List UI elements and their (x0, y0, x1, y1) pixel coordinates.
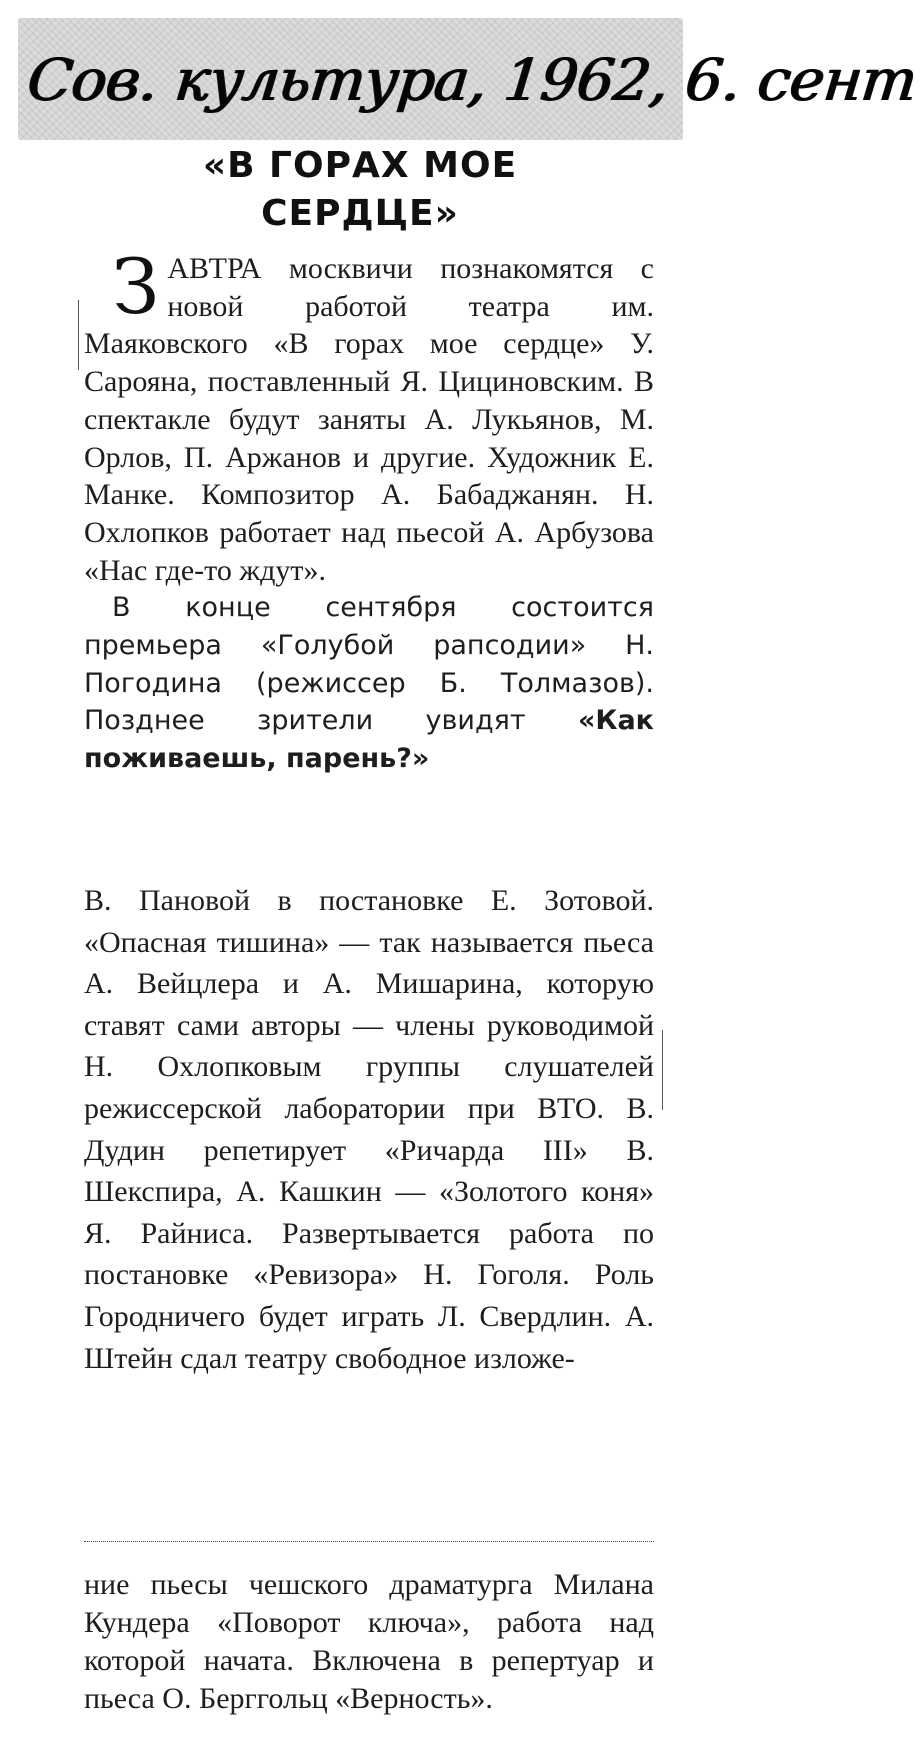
paragraph-1-text: АВТРА москвичи познакомятся с новой работой театра им. Маяковского «В горах мое сердце» У. Сарояна, поставленный Я. Цициновским. В спектакле будут заняты А. Лукьянов, М. Орлов, П. Аржанов и другие. Художник Е. Манке. Композитор А. Бабаджанян. Н. Охлопков работает над пьесой А. Арбузова «Нас где-то ждут». (84, 252, 654, 587)
headline-line-1: «В ГОРАХ МОЕ (202, 145, 518, 186)
paragraph-2-bold-title: «Как поживаешь, парень?» (84, 705, 654, 775)
drop-cap: З (112, 242, 160, 331)
margin-line-right (662, 1030, 663, 1110)
article-column-bottom (84, 1566, 654, 1718)
paragraph-3: В. Пановой в постановке Е. Зотовой. «Опасная тишина» — так называется пьеса А. Вейцлера и А. Мишарина, которую ставят сами авторы — члены руководимой Н. Охлопковым группы слушателей режиссерской лаборатории при ВТО. В. Дудин репетирует «Ричарда III» В. Шекспира, А. Кашкин — «Золотого коня» Я. Райниса. Развертывается работа по постановке «Ревизора» Н. Гоголя. Роль Городничего будет играть Л. Свердлин. А. Штейн сдал театру свободное изложе- (84, 884, 654, 1375)
margin-line-left (78, 300, 79, 370)
headline-line-2: СЕРДЦЕ» (261, 193, 459, 234)
column-divider-bottom (84, 1541, 654, 1542)
handwritten-source-note: Сов. культура, 1962, 6. сент (24, 46, 920, 114)
paragraph-2-text: В конце сентября состоится премьера «Голубой рапсодии» Н. Погодина (режиссер Б. Толмазов). Позднее зрители увидят (84, 592, 654, 737)
paragraph-1 (84, 242, 654, 589)
article-column-top (84, 242, 654, 778)
article-headline (150, 142, 570, 238)
article-column-middle (84, 880, 654, 1379)
paragraph-2 (84, 589, 654, 778)
paragraph-4: ние пьесы чешского драматурга Милана Кундера «Поворот ключа», работа над которой начата. Включена в репертуар и пьеса О. Берггольц «Верность». (84, 1568, 654, 1715)
